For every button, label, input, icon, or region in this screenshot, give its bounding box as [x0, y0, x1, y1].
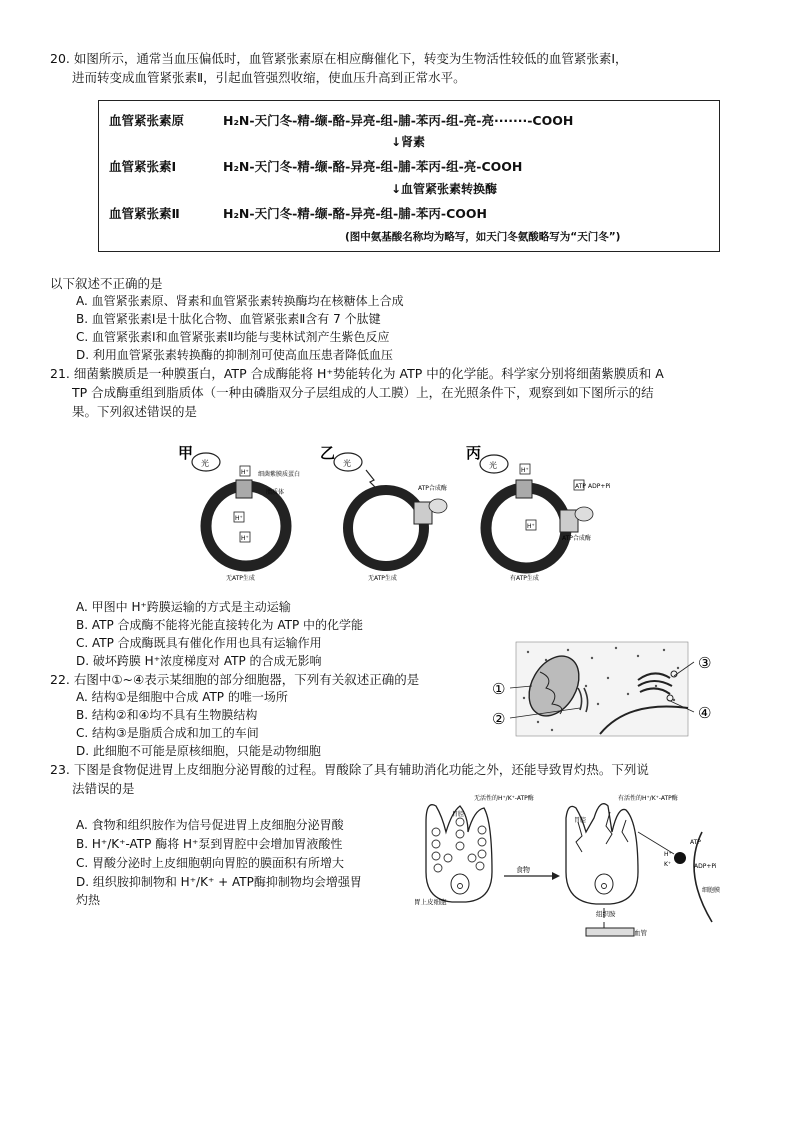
q21-stem-line1: 21. 细菌紫膜质是一种膜蛋白，ATP 合成酶能将 H⁺势能转化为 ATP 中的化学能。科学家分别将细菌紫膜质和 A [50, 366, 664, 381]
svg-text:ADP+Pi: ADP+Pi [694, 863, 717, 870]
svg-text:有活性的H⁺/K⁺-ATP酶: 有活性的H⁺/K⁺-ATP酶 [618, 795, 678, 802]
angiotensin-1-sequence: H₂N-天门冬-精-缬-酪-异亮-组-脯-苯丙-组-亮-COOH [223, 159, 523, 174]
svg-text:组织胺: 组织胺 [596, 910, 616, 918]
caption-yi: 无ATP生成 [368, 575, 397, 582]
q20-option-c[interactable]: C. 血管紧张素Ⅰ和血管紧张素Ⅱ均能与斐林试剂产生紫色反应 [76, 330, 390, 344]
svg-text:胃腔: 胃腔 [452, 811, 465, 818]
blood-vessel-icon [586, 928, 634, 936]
svg-text:光: 光 [201, 459, 209, 468]
q20-stem-line1: 20. 如图所示，通常当血压偏低时，血管紧张素原在相应酶催化下，转变为生物活性较低的血管紧张素Ⅰ， [50, 51, 628, 66]
angiotensin-1-label: 血管紧张素Ⅰ [109, 159, 177, 174]
svg-text:食物: 食物 [516, 866, 530, 874]
svg-text:H⁺: H⁺ [527, 523, 535, 530]
svg-text:ATP: ATP [575, 483, 586, 490]
q20-option-d[interactable]: D. 利用血管紧张素转换酶的抑制剂可使高血压患者降低血压 [76, 348, 393, 362]
svg-text:无活性的H⁺/K⁺-ATP酶: 无活性的H⁺/K⁺-ATP酶 [474, 795, 534, 802]
q22-option-d[interactable]: D. 此细胞不可能是原核细胞，只能是动物细胞 [76, 744, 321, 758]
purple-membrane-protein-jia [236, 480, 252, 498]
q23-stem-line2: 法错误的是 [72, 781, 135, 796]
svg-text:H⁺: H⁺ [521, 467, 529, 474]
q22-option-c[interactable]: C. 结构③是脂质合成和加工的车间 [76, 726, 259, 740]
svg-text:光: 光 [343, 459, 351, 468]
svg-text:脂质体: 脂质体 [266, 489, 285, 496]
cell-label: 胃上皮细胞 [414, 898, 447, 906]
panel-bing [466, 444, 611, 582]
label-3: ③ [698, 654, 712, 672]
gastric-cell-active [566, 794, 678, 904]
svg-text:H⁺: H⁺ [664, 851, 672, 858]
q23-option-a[interactable]: A. 食物和组织胺作为信号促进胃上皮细胞分泌胃酸 [76, 818, 344, 832]
q21-option-c[interactable]: C. ATP 合成酶既具有催化作用也具有运输作用 [76, 636, 322, 650]
gastric-cell-inactive [414, 794, 534, 906]
q21-option-a[interactable]: A. 甲图中 H⁺跨膜运输的方式是主动运输 [76, 600, 291, 614]
peptide-sequence-box [98, 100, 720, 252]
svg-text:ADP+Pi: ADP+Pi [588, 483, 611, 490]
svg-text:光: 光 [489, 461, 497, 470]
panel-yi-title: 乙 [320, 444, 336, 462]
proton-pump-icon [674, 852, 686, 864]
svg-text:K⁺: K⁺ [664, 861, 672, 868]
q22-stem: 22. 右图中①~④表示某细胞的部分细胞器，下列有关叙述正确的是 [50, 672, 420, 687]
renin-arrow: ↓肾素 [391, 135, 426, 149]
panel-jia [178, 444, 300, 582]
panel-jia-title: 甲 [178, 444, 194, 462]
box-note: (图中氨基酸名称均为略写，如天门冬氨酸略写为“天门冬”) [345, 231, 621, 243]
ace-arrow: ↓血管紧张素转换酶 [391, 182, 498, 196]
angiotensinogen-sequence: H₂N-天门冬-精-缬-酪-异亮-组-脯-苯丙-组-亮-亮·······-COOH [223, 113, 574, 128]
gastric-acid-figure [412, 792, 728, 942]
q21-option-d[interactable]: D. 破坏跨膜 H⁺浓度梯度对 ATP 的合成无影响 [76, 654, 322, 668]
angiotensin-2-label: 血管紧张素Ⅱ [109, 206, 180, 221]
svg-text:胃腔: 胃腔 [574, 817, 587, 824]
q21-option-b[interactable]: B. ATP 合成酶不能将光能直接转化为 ATP 中的化学能 [76, 618, 363, 632]
q20-option-a[interactable]: A. 血管紧张素原、肾素和血管紧张素转换酶均在核糖体上合成 [76, 294, 404, 308]
liposome-membrane-yi [348, 490, 424, 566]
liposome-figure [170, 440, 620, 590]
q23-option-d-continued[interactable]: 灼热 [76, 893, 101, 907]
q22-option-a[interactable]: A. 结构①是细胞中合成 ATP 的唯一场所 [76, 690, 288, 704]
svg-text:细菌紫膜质蛋白: 细菌紫膜质蛋白 [258, 471, 301, 478]
label-4: ④ [698, 704, 712, 722]
angiotensinogen-label: 血管紧张素原 [109, 113, 185, 128]
svg-text:细胞膜: 细胞膜 [702, 887, 721, 894]
q21-stem-line2: TP 合成酶重组到脂质体（一种由磷脂双分子层组成的人工膜）上，在光照条件下，观察到如下图所示的结 [72, 385, 654, 400]
q20-stem-line2: 进而转变成血管紧张素Ⅱ，引起血管强烈收缩，使血压升高到正常水平。 [72, 70, 466, 85]
svg-text:血管: 血管 [634, 929, 647, 937]
organelle-micrograph [488, 638, 720, 740]
panel-bing-title: 丙 [466, 444, 482, 462]
q21-stem-line3: 果。下列叙述错误的是 [72, 404, 198, 419]
svg-text:H⁺: H⁺ [241, 535, 249, 542]
q23-stem-line1: 23. 下图是食物促进胃上皮细胞分泌胃酸的过程。胃酸除了具有辅助消化功能之外，还能导致胃灼热。下列说 [50, 762, 649, 777]
label-1: ① [492, 680, 506, 698]
q23-option-b[interactable]: B. H⁺/K⁺-ATP 酶将 H⁺泵到胃腔中会增加胃液酸性 [76, 837, 343, 851]
svg-text:ATP: ATP [690, 839, 701, 846]
svg-text:ATP合成酶: ATP合成酶 [562, 535, 591, 542]
label-2: ② [492, 710, 506, 728]
svg-text:H⁺: H⁺ [241, 469, 249, 476]
svg-text:H⁺: H⁺ [235, 515, 243, 522]
q20-question: 以下叙述不正确的是 [50, 276, 163, 291]
q23-option-c[interactable]: C. 胃酸分泌时上皮细胞朝向胃腔的膜面积有所增大 [76, 856, 345, 870]
angiotensin-2-sequence: H₂N-天门冬-精-缬-酪-异亮-组-脯-苯丙-COOH [223, 206, 487, 221]
panel-yi [320, 444, 447, 582]
caption-jia: 无ATP生成 [226, 575, 255, 582]
caption-bing: 有ATP生成 [510, 575, 539, 582]
svg-text:ATP合成酶: ATP合成酶 [418, 485, 447, 492]
q20-option-b[interactable]: B. 血管紧张素Ⅰ是十肽化合物、血管紧张素Ⅱ含有 7 个肽键 [76, 312, 381, 326]
q23-option-d[interactable]: D. 组织胺抑制物和 H⁺/K⁺ + ATP酶抑制物均会增强胃 [76, 875, 362, 889]
q22-option-b[interactable]: B. 结构②和④均不具有生物膜结构 [76, 708, 258, 722]
